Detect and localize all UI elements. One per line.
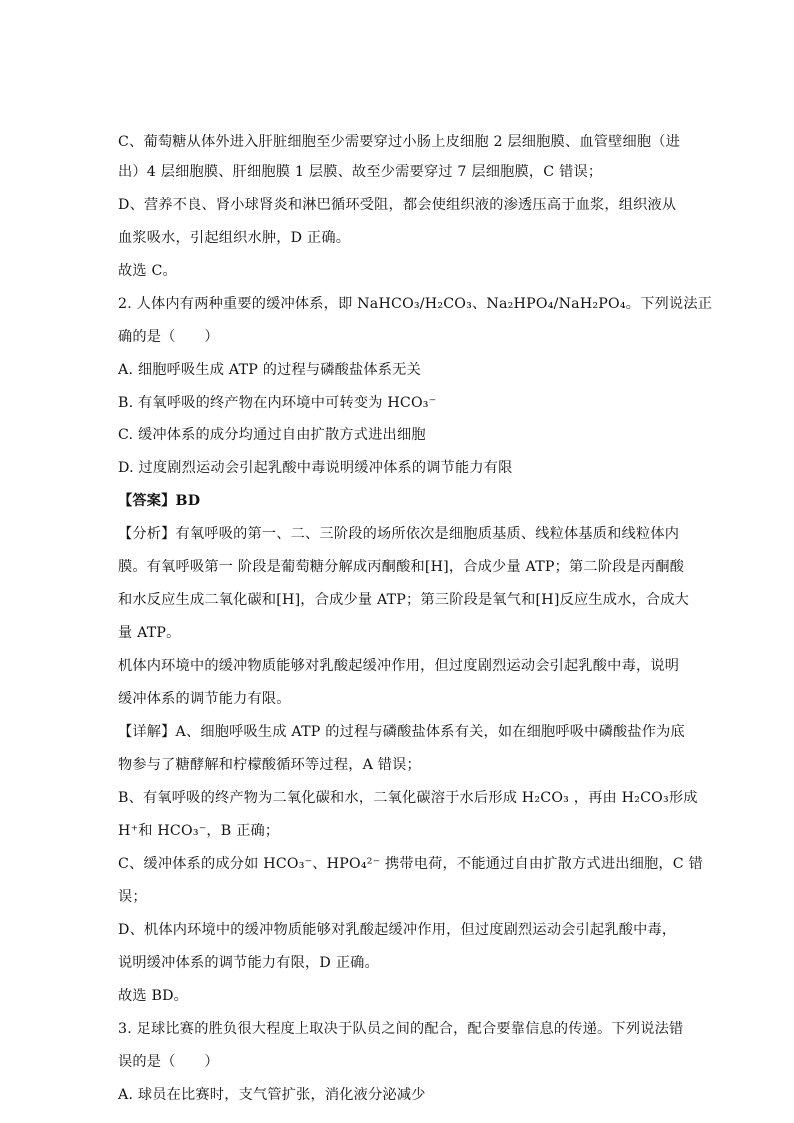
option-d: D. 过度剧烈运动会引起乳酸中毒说明缓冲体系的调节能力有限 [118, 460, 513, 476]
option-a: A. 细胞呼吸生成 ATP 的过程与磷酸盐体系无关 [118, 362, 421, 378]
text-line: D、营养不良、肾小球肾炎和淋巴循环受阻，都会使组织液的渗透压高于血浆，组织液从 [118, 197, 677, 213]
analysis-line: 机体内环境中的缓冲物质能够对乳酸起缓冲作用，但过度剧烈运动会引起乳酸中毒，说明 [118, 658, 680, 674]
analysis-line: 膜。有氧呼吸第一 阶段是葡萄糖分解成丙酮酸和[H]，合成少量 ATP；第二阶段是丙酮酸 [118, 559, 685, 575]
detail-line: 误； [118, 889, 147, 905]
question-3-stem: 3. 足球比赛的胜负很大程度上取决于队员之间的配合，配合要靠信息的传递。下列说法错 [118, 1021, 684, 1037]
option-c: C. 缓冲体系的成分均通过自由扩散方式进出细胞 [118, 427, 426, 443]
detail-line: 说明缓冲体系的调节能力有限，D 正确。 [118, 955, 379, 971]
analysis-line: 缓冲体系的调节能力有限。 [118, 691, 291, 707]
analysis-line: 【分析】有氧呼吸的第一、二、三阶段的场所依次是细胞质基质、线粒体基质和线粒体内 [118, 526, 680, 542]
text-line: C、葡萄糖从体外进入肝脏细胞至少需要穿过小肠上皮细胞 2 层细胞膜、血管壁细胞（进 [118, 134, 681, 150]
detail-line: D、机体内环境中的缓冲物质能够对乳酸起缓冲作用，但过度剧烈运动会引起乳酸中毒， [118, 922, 677, 938]
text-line: 血浆吸水，引起组织水肿，D 正确。 [118, 230, 351, 246]
answer-label: 【答案】BD [118, 493, 201, 509]
detail-line: H⁺和 HCO₃⁻，B 正确； [118, 823, 280, 839]
detail-line: 【详解】A、细胞呼吸生成 ATP 的过程与磷酸盐体系有关，如在细胞呼吸中磷酸盐作为底 [118, 724, 685, 740]
option-a: A. 球员在比赛时，支气管扩张，消化液分泌减少 [118, 1087, 426, 1103]
detail-line: 故选 BD。 [118, 988, 189, 1004]
question-2-stem: 2. 人体内有两种重要的缓冲体系，即 NaHCO₃/H₂CO₃、Na₂HPO₄/NaH₂PO₄。下列说法正 [118, 296, 713, 312]
question-3-stem-cont: 误的是（ ） [118, 1054, 219, 1070]
detail-line: 物参与了糖酵解和柠檬酸循环等过程，A 错误； [118, 757, 421, 773]
text-line: 故选 C。 [118, 263, 177, 279]
analysis-line: 和水反应生成二氧化碳和[H]，合成少量 ATP；第三阶段是氧气和[H]反应生成水，合成大 [118, 592, 690, 608]
detail-line: B、有氧呼吸的终产物为二氧化碳和水，二氧化碳溶于水后形成 H₂CO₃ ，再由 H₂CO₃形成 [118, 790, 698, 806]
question-2-stem-cont: 确的是（ ） [118, 329, 219, 345]
detail-line: C、缓冲体系的成分如 HCO₃⁻、HPO₄²⁻ 携带电荷，不能通过自由扩散方式进出细胞，C 错 [118, 856, 703, 872]
text-line: 出）4 层细胞膜、肝细胞膜 1 层膜、故至少需要穿过 7 层细胞膜，C 错误； [118, 164, 603, 180]
option-b: B. 有氧呼吸的终产物在内环境中可转变为 HCO₃⁻ [118, 395, 437, 411]
analysis-line: 量 ATP。 [118, 625, 181, 641]
